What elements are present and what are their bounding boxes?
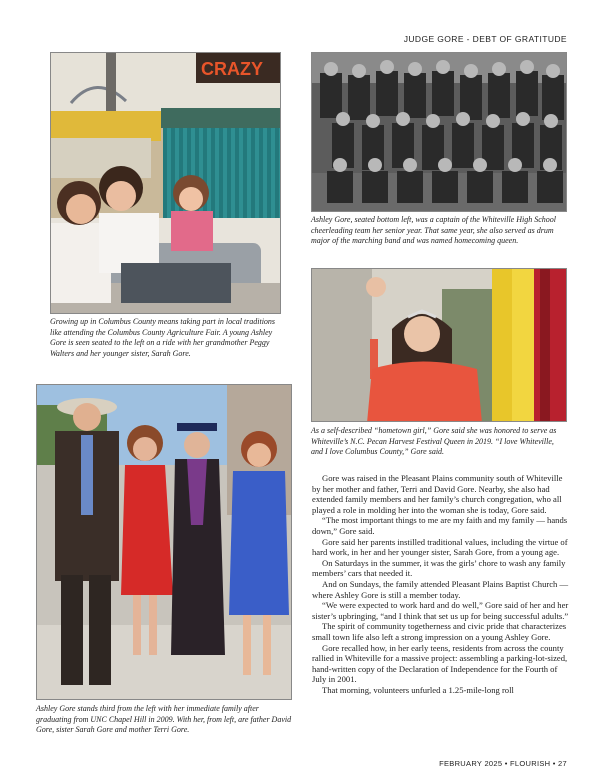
graduation-caption: Ashley Gore stands third from the left with her immediate family after graduating from UNC Chapel Hill in 2009. With her, from left, are father David Gore, sister Sarah Gore and mother Terri Gore. [36, 704, 292, 735]
fair-ride-photo [50, 52, 281, 314]
ride-sign-text: CRAZY [201, 59, 263, 79]
article-paragraph: Gore said her parents instilled traditional values, including the virtue of hard work, in her and her younger sister, Sarah Gore, from a young age. [312, 536, 568, 558]
section-header: JUDGE GORE - DEBT OF GRATITUDE [403, 34, 567, 44]
article-paragraph: And on Sundays, the family attended Pleasant Plains Baptist Church — where Ashley Gore is still a member today. [312, 578, 569, 600]
cheerleading-caption: Ashley Gore, seated bottom left, was a captain of the Whiteville High School cheerleading team her senior year. That same year, she also served as drum major of the marching band and was named homecoming queen. [311, 215, 556, 246]
graduation-family-photo [36, 384, 292, 700]
article-paragraph: On Saturdays in the summer, it was the girls’ chore to wash any family members’ cars that needed it. [312, 557, 566, 579]
festival-queen-caption: As a self-described “hometown girl,” Gore said she was honored to serve as Whiteville’s N.C. Pecan Harvest Festival Queen in 2019. “I love Whiteville, and I love Columbus County,” Gore said. [311, 426, 557, 457]
article-paragraph: Gore recalled how, in her early teens, residents from across the county rallied in Whiteville for a massive project: assembling a parking-lot-sized, hand-written copy of the Declaration of Independence for the Fourth of July in 2001. [312, 642, 568, 685]
article-paragraph: Gore was raised in the Pleasant Plains community south of Whiteville by her mother and father, Terri and David Gore. Nearby, she also had extended family members and her family’s church congregation, who all played a role in molding her into the woman she is today, Gore said. [312, 473, 563, 515]
article-paragraph: “The most important things to me are my faith and my family — hands down,” Gore said. [312, 515, 568, 536]
festival-queen-photo [311, 268, 567, 422]
article-body [312, 473, 569, 695]
article-paragraph: That morning, volunteers unfurled a 1.25-mile-long roll [322, 684, 514, 695]
article-paragraph: “We were expected to work hard and do well,” Gore said of her and her sister’s upbringing, “and I think that set us up for being successful adults.” [312, 600, 569, 621]
article-paragraph: The spirit of community togetherness and civic pride that characterizes small town life also left a strong impression on a young Ashley Gore. [312, 621, 567, 642]
fair-ride-caption: Growing up in Columbus County means taking part in local traditions like attending the Columbus County Agriculture Fair. A young Ashley Gore is seen seated to the left on a ride with her grandmother Peggy Walters and her younger sister, Sarah Gore. [50, 317, 276, 358]
page-footer: FEBRUARY 2025 • FLOURISH • 27 [439, 759, 567, 768]
cheerleading-team-photo [311, 52, 567, 212]
